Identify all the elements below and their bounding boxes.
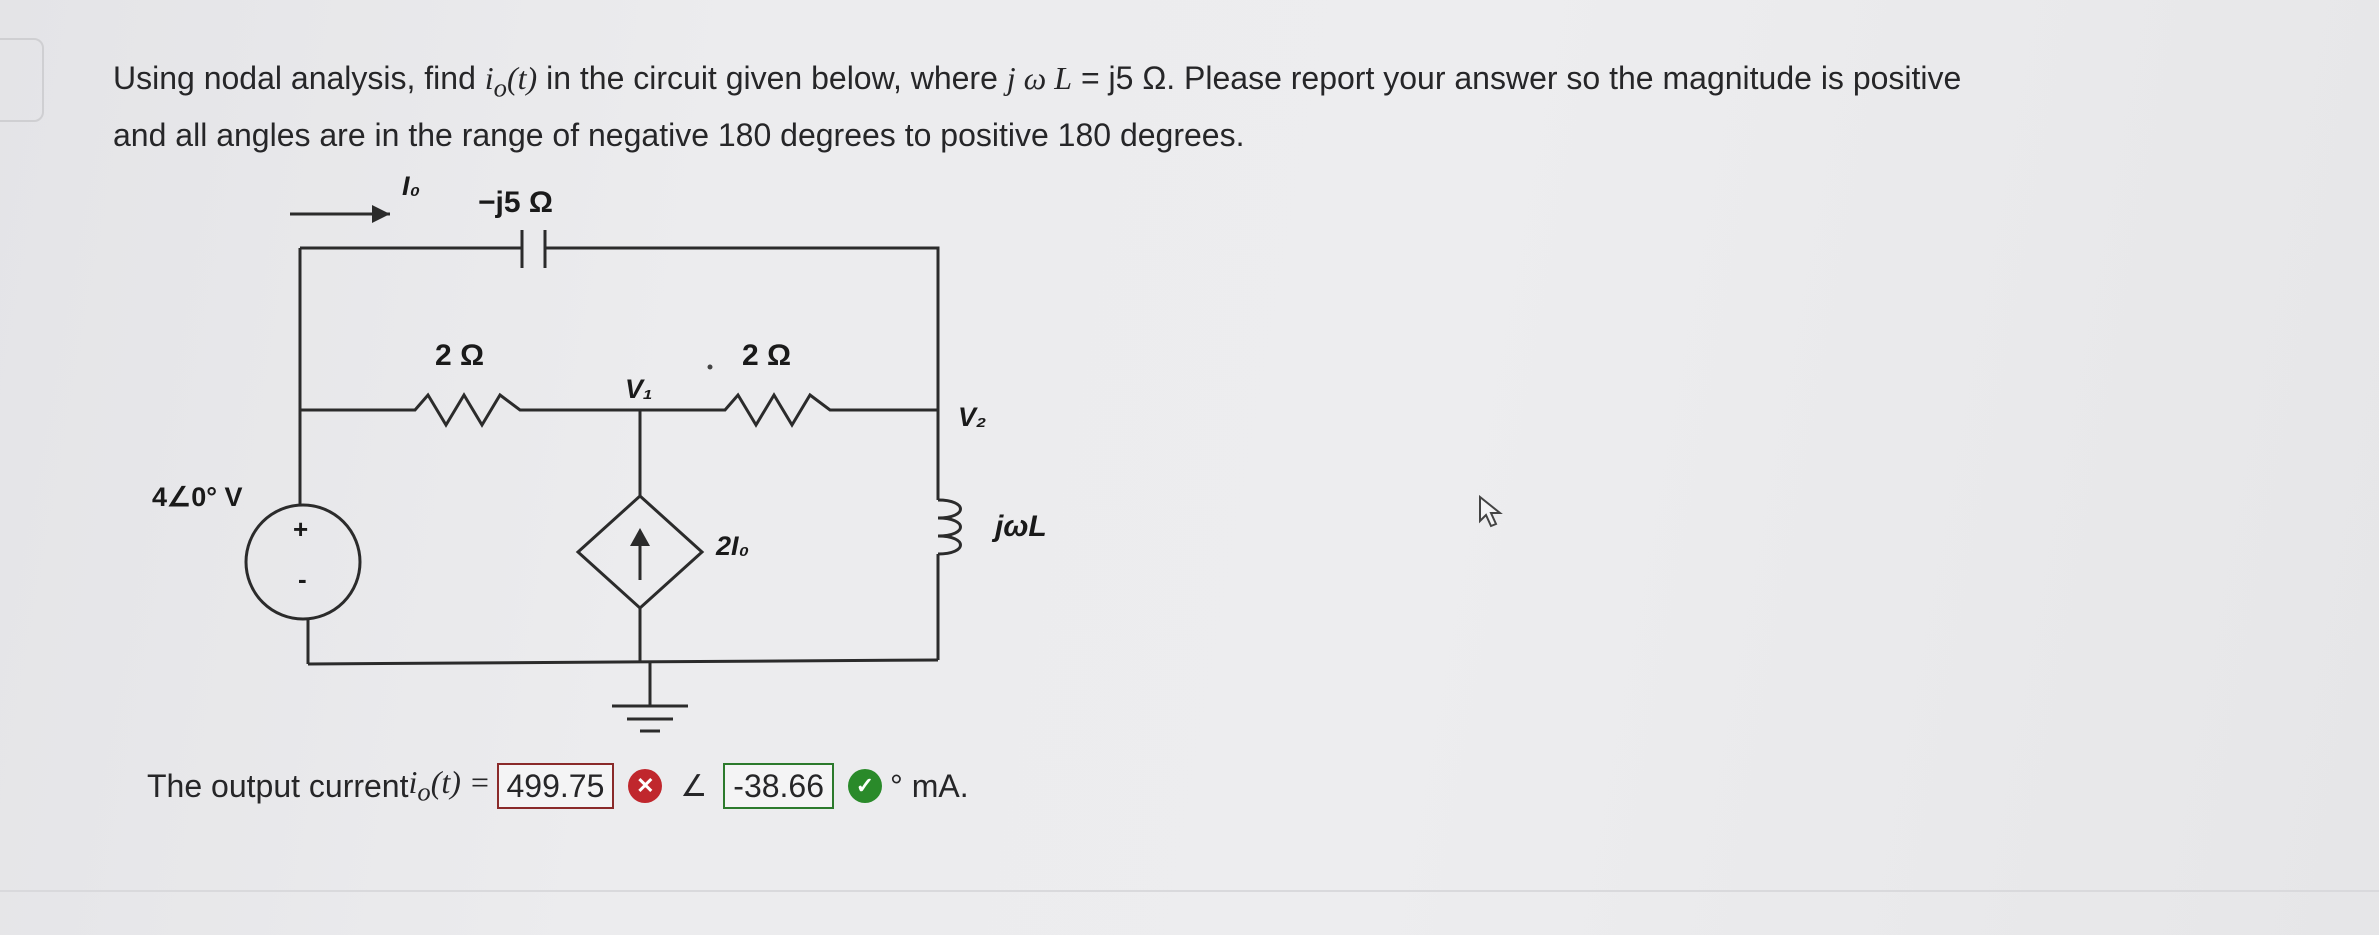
io-symbol: $i_o(t)$: [484, 60, 538, 103]
answer-io-symbol: $i_o(t)$ =: [408, 764, 491, 807]
inductor-label: jωL: [995, 510, 1047, 543]
top-wire-right: [545, 248, 938, 410]
question-line-2: and all angles are in the range of negative 180 degrees to positive 180 degrees.: [113, 117, 1245, 154]
io-label: I₀: [402, 171, 421, 201]
resistor-1-label: 2 Ω: [435, 339, 485, 372]
dep-source-label: 2I₀: [716, 531, 750, 561]
bottom-divider: [0, 890, 2379, 892]
resistor-2-label: 2 Ω: [742, 339, 792, 372]
plus-sign: +: [293, 514, 309, 544]
angle-symbol: ∠: [680, 769, 708, 803]
dep-arrow-head: [630, 528, 650, 546]
v2-label: V₂: [958, 402, 987, 432]
capacitor-label: −j5 Ω: [478, 186, 553, 219]
question-text-c: = j5 Ω. Please report your answer so the magnitude is positive: [1072, 60, 1962, 96]
v1-label: V₁: [625, 374, 653, 404]
jwl-symbol: j ω L: [1006, 60, 1073, 96]
source-label: 4∠0° V: [152, 482, 243, 512]
correct-icon: ✓: [848, 769, 882, 803]
answer-prefix: The output current: [147, 767, 409, 804]
incorrect-icon: ✕: [628, 769, 662, 803]
mouse-cursor-icon: [1478, 495, 1508, 529]
bottom-wire: [308, 660, 938, 664]
question-text-a: Using nodal analysis, find: [113, 60, 485, 96]
inductor-coil: [938, 500, 961, 554]
io-arrow-head: [372, 205, 390, 223]
minus-sign: -: [298, 564, 307, 594]
middle-wire-resistors: [300, 395, 938, 425]
answer-unit: ° mA.: [890, 767, 969, 804]
question-text-b: in the circuit given below, where: [537, 60, 1007, 96]
angle-input[interactable]: -38.66: [723, 763, 834, 809]
answer-row: [147, 760, 969, 812]
stray-dot: [708, 365, 713, 370]
magnitude-input[interactable]: 499.75: [497, 763, 615, 809]
